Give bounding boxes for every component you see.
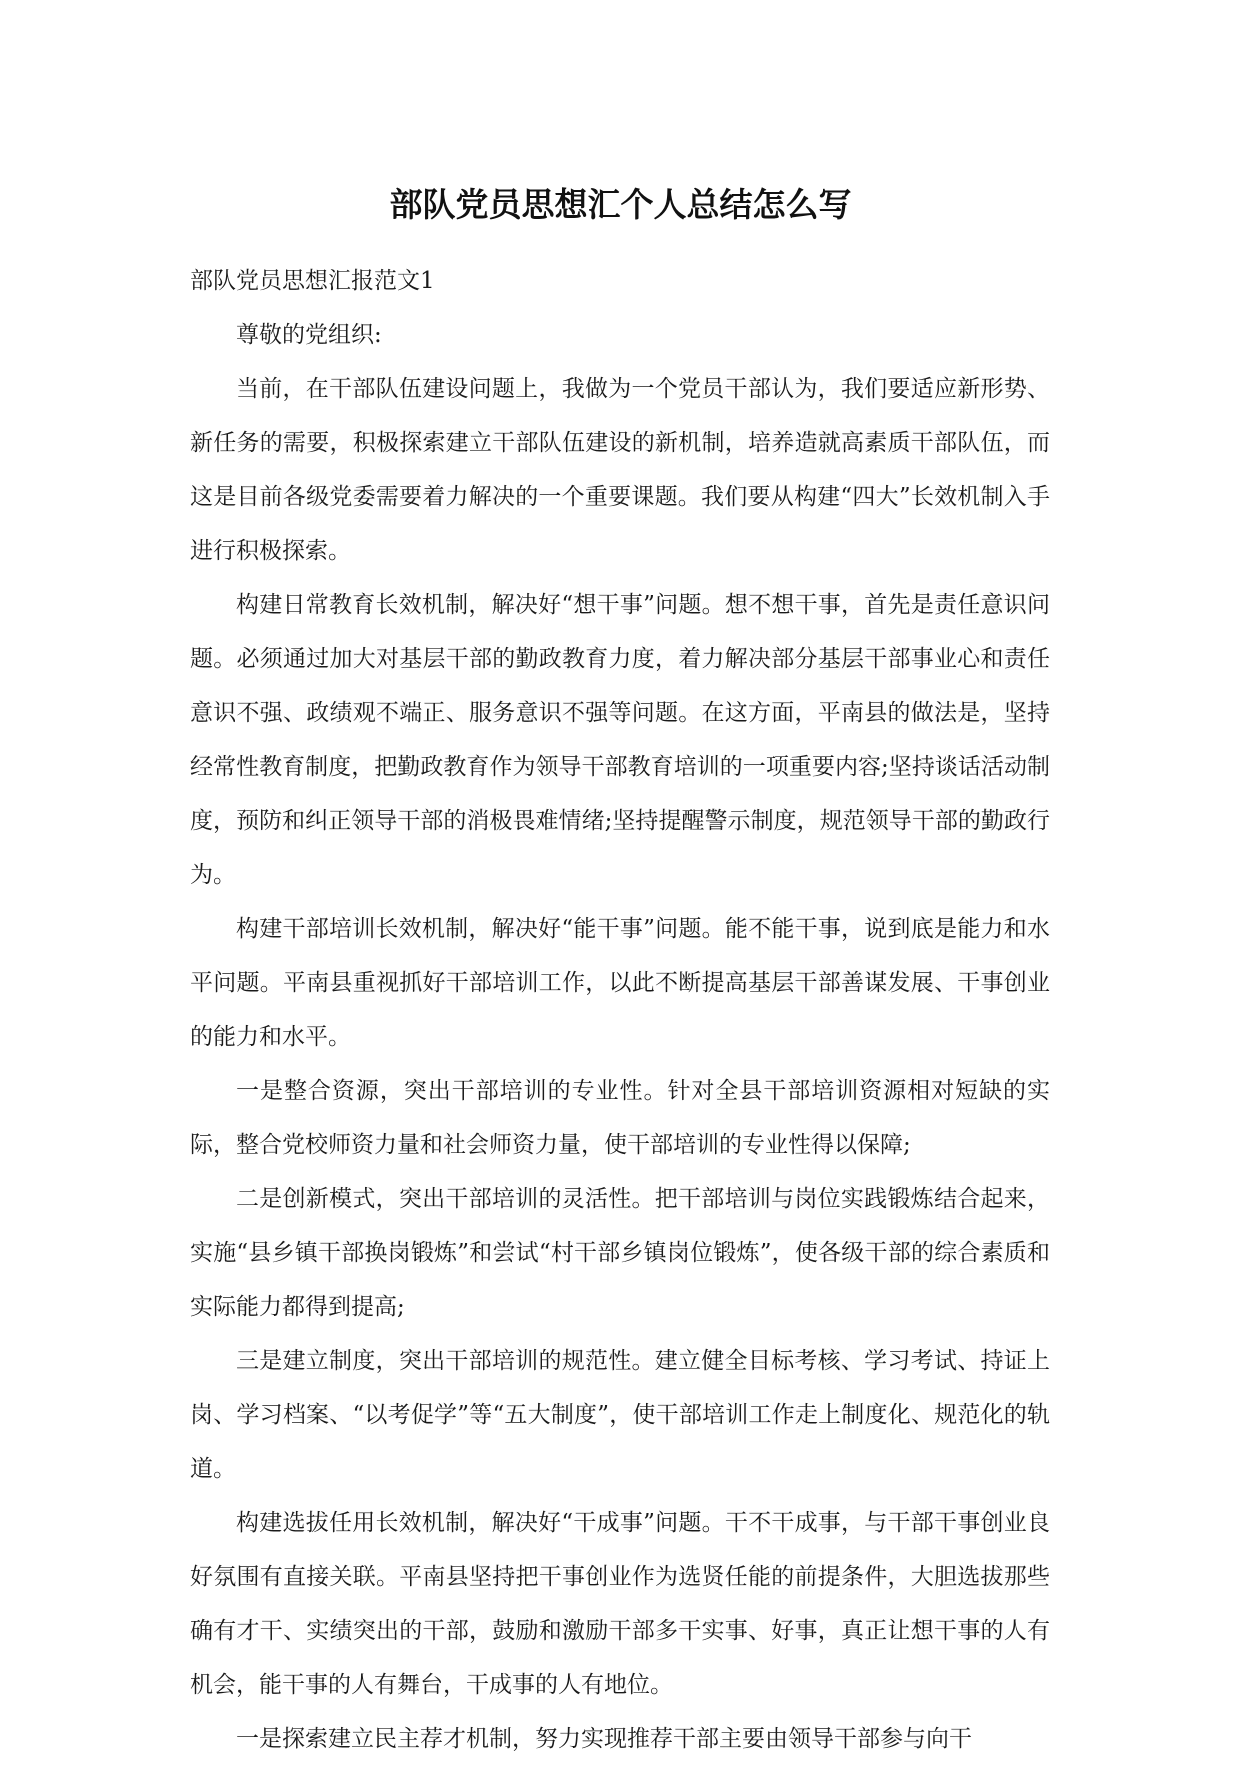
paragraph: 构建选拔任用长效机制，解决好“干成事”问题。干不干成事，与干部干事创业良好氛围有直接关联。平南县坚持把干事创业作为选贤任能的前提条件，大胆选拔那些确有才干、实绩突出的干部，鼓励和激励干部多干实事、好事，真正让想干事的人有机会，能干事的人有舞台，干成事的人有地位。 [190, 1510, 1050, 1698]
paragraph: 构建日常教育长效机制，解决好“想干事”问题。想不想干事，首先是责任意识问题。必须通过加大对基层干部的勤政教育力度，着力解决部分基层干部事业心和责任意识不强、政绩观不端正、服务意识不强等问题。在这方面，平南县的做法是，坚持经常性教育制度，把勤政教育作为领导干部教育培训的一项重要内容;坚持谈话活动制度，预防和纠正领导干部的消极畏难情绪;坚持提醒警示制度，规范领导干部的勤政行为。 [190, 592, 1050, 888]
document-title: 部队党员思想汇个人总结怎么写 [389, 185, 852, 224]
paragraph: 一是整合资源，突出干部培训的专业性。针对全县干部培训资源相对短缺的实际，整合党校师资力量和社会师资力量，使干部培训的专业性得以保障; [190, 1078, 1050, 1158]
salutation: 尊敬的党组织: [236, 322, 382, 348]
paragraph: 二是创新模式，突出干部培训的灵活性。把干部培训与岗位实践锻炼结合起来，实施“县乡镇干部换岗锻炼”和尝试“村干部乡镇岗位锻炼”，使各级干部的综合素质和实际能力都得到提高; [190, 1186, 1050, 1320]
paragraph: 一是探索建立民主荐才机制，努力实现推荐干部主要由领导干部参与向干 [236, 1726, 972, 1752]
document-subtitle: 部队党员思想汇报范文1 [190, 268, 435, 294]
paragraph: 当前，在干部队伍建设问题上，我做为一个党员干部认为，我们要适应新形势、新任务的需要，积极探索建立干部队伍建设的新机制，培养造就高素质干部队伍，而这是目前各级党委需要着力解决的一个重要课题。我们要从构建“四大”长效机制入手进行积极探索。 [190, 376, 1050, 564]
paragraph: 三是建立制度，突出干部培训的规范性。建立健全目标考核、学习考试、持证上岗、学习档案、“以考促学”等“五大制度”，使干部培训工作走上制度化、规范化的轨道。 [190, 1348, 1050, 1482]
paragraph: 构建干部培训长效机制，解决好“能干事”问题。能不能干事，说到底是能力和水平问题。平南县重视抓好干部培训工作，以此不断提高基层干部善谋发展、干事创业的能力和水平。 [190, 916, 1050, 1050]
document-body [190, 254, 1050, 1766]
